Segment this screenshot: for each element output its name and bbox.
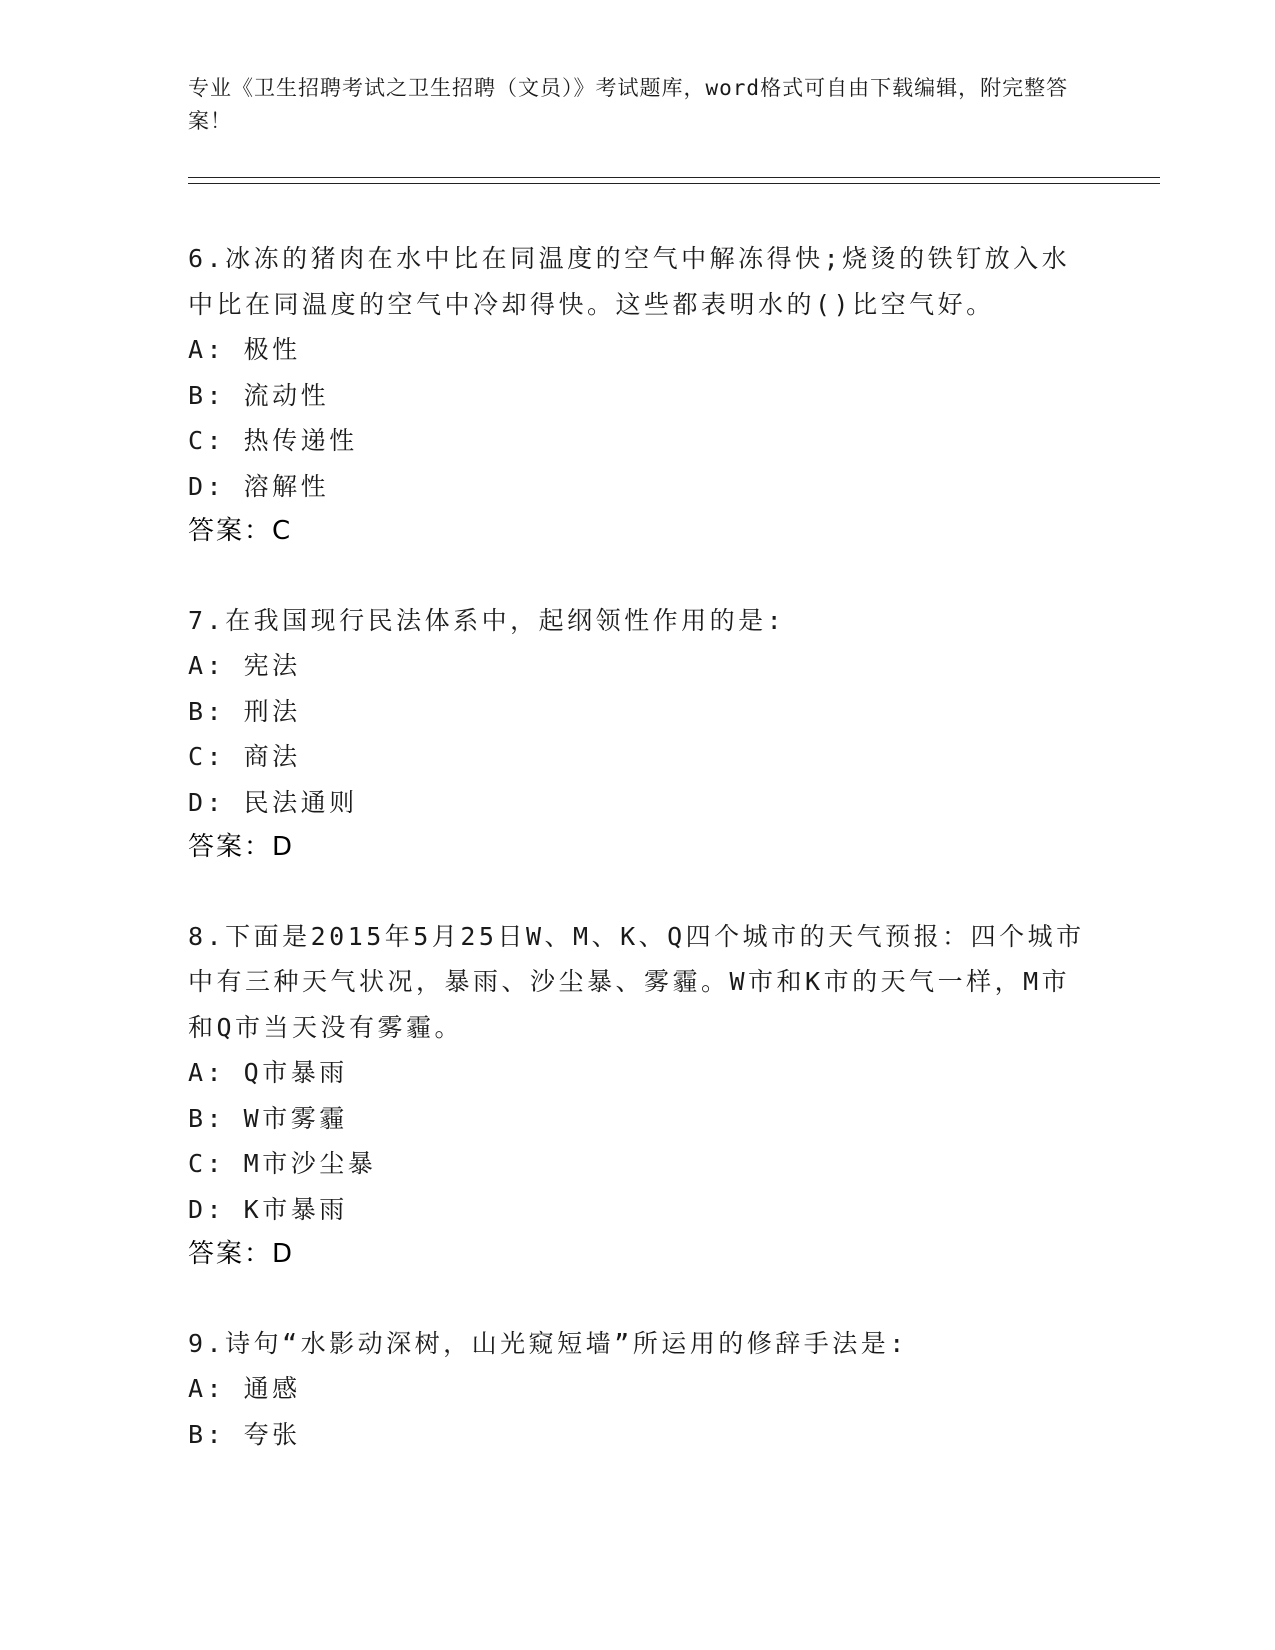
header-divider-bottom [188, 183, 1160, 184]
option-b: B: W市雾霾 [188, 1103, 348, 1133]
document-header [188, 72, 1088, 138]
option-a: A: 极性 [188, 335, 301, 364]
question-7 [188, 598, 1088, 871]
question-8 [188, 914, 1088, 1278]
option-c: C: M市沙尘暴 [188, 1149, 377, 1178]
answer-line: 答案：D [188, 1239, 295, 1269]
option-b: B: 刑法 [188, 696, 301, 726]
answer-line: 答案：D [188, 832, 295, 862]
option-b: B: 夸张 [188, 1419, 301, 1449]
header-divider-top [188, 177, 1160, 178]
option-d: D: 民法通则 [188, 787, 358, 817]
option-d: D: K市暴雨 [188, 1194, 348, 1224]
question-9 [188, 1321, 1088, 1458]
option-c: C: 热传递性 [188, 426, 358, 455]
option-a: A: Q市暴雨 [188, 1058, 348, 1087]
question-stem: 9.诗句“水影动深树，山光窥短墙”所运用的修辞手法是: [188, 1328, 908, 1358]
question-list [188, 236, 1088, 1457]
option-d: D: 溶解性 [188, 471, 330, 501]
question-stem: 7.在我国现行民法体系中，起纲领性作用的是: [188, 605, 786, 635]
option-b: B: 流动性 [188, 380, 330, 410]
option-a: A: 通感 [188, 1374, 301, 1403]
header-text: 专业《卫生招聘考试之卫生招聘（文员）》考试题库，word格式可自由下载编辑，附完整答案！ [188, 76, 1069, 133]
question-stem: 8.下面是2015年5月25日W、M、K、Q四个城市的天气预报：四个城市中有三种天气状况，暴雨、沙尘暴、雾霾。W市和K市的天气一样，M市和Q市当天没有雾霾。 [188, 921, 1085, 1042]
answer-line: 答案：C [188, 516, 293, 546]
option-c: C: 商法 [188, 742, 301, 771]
option-a: A: 宪法 [188, 651, 301, 680]
question-stem: 6.冰冻的猪肉在水中比在同温度的空气中解冻得快;烧烫的铁钉放入水中比在同温度的空气中冷却得快。这些都表明水的()比空气好。 [188, 244, 1071, 319]
question-6 [188, 236, 1088, 555]
